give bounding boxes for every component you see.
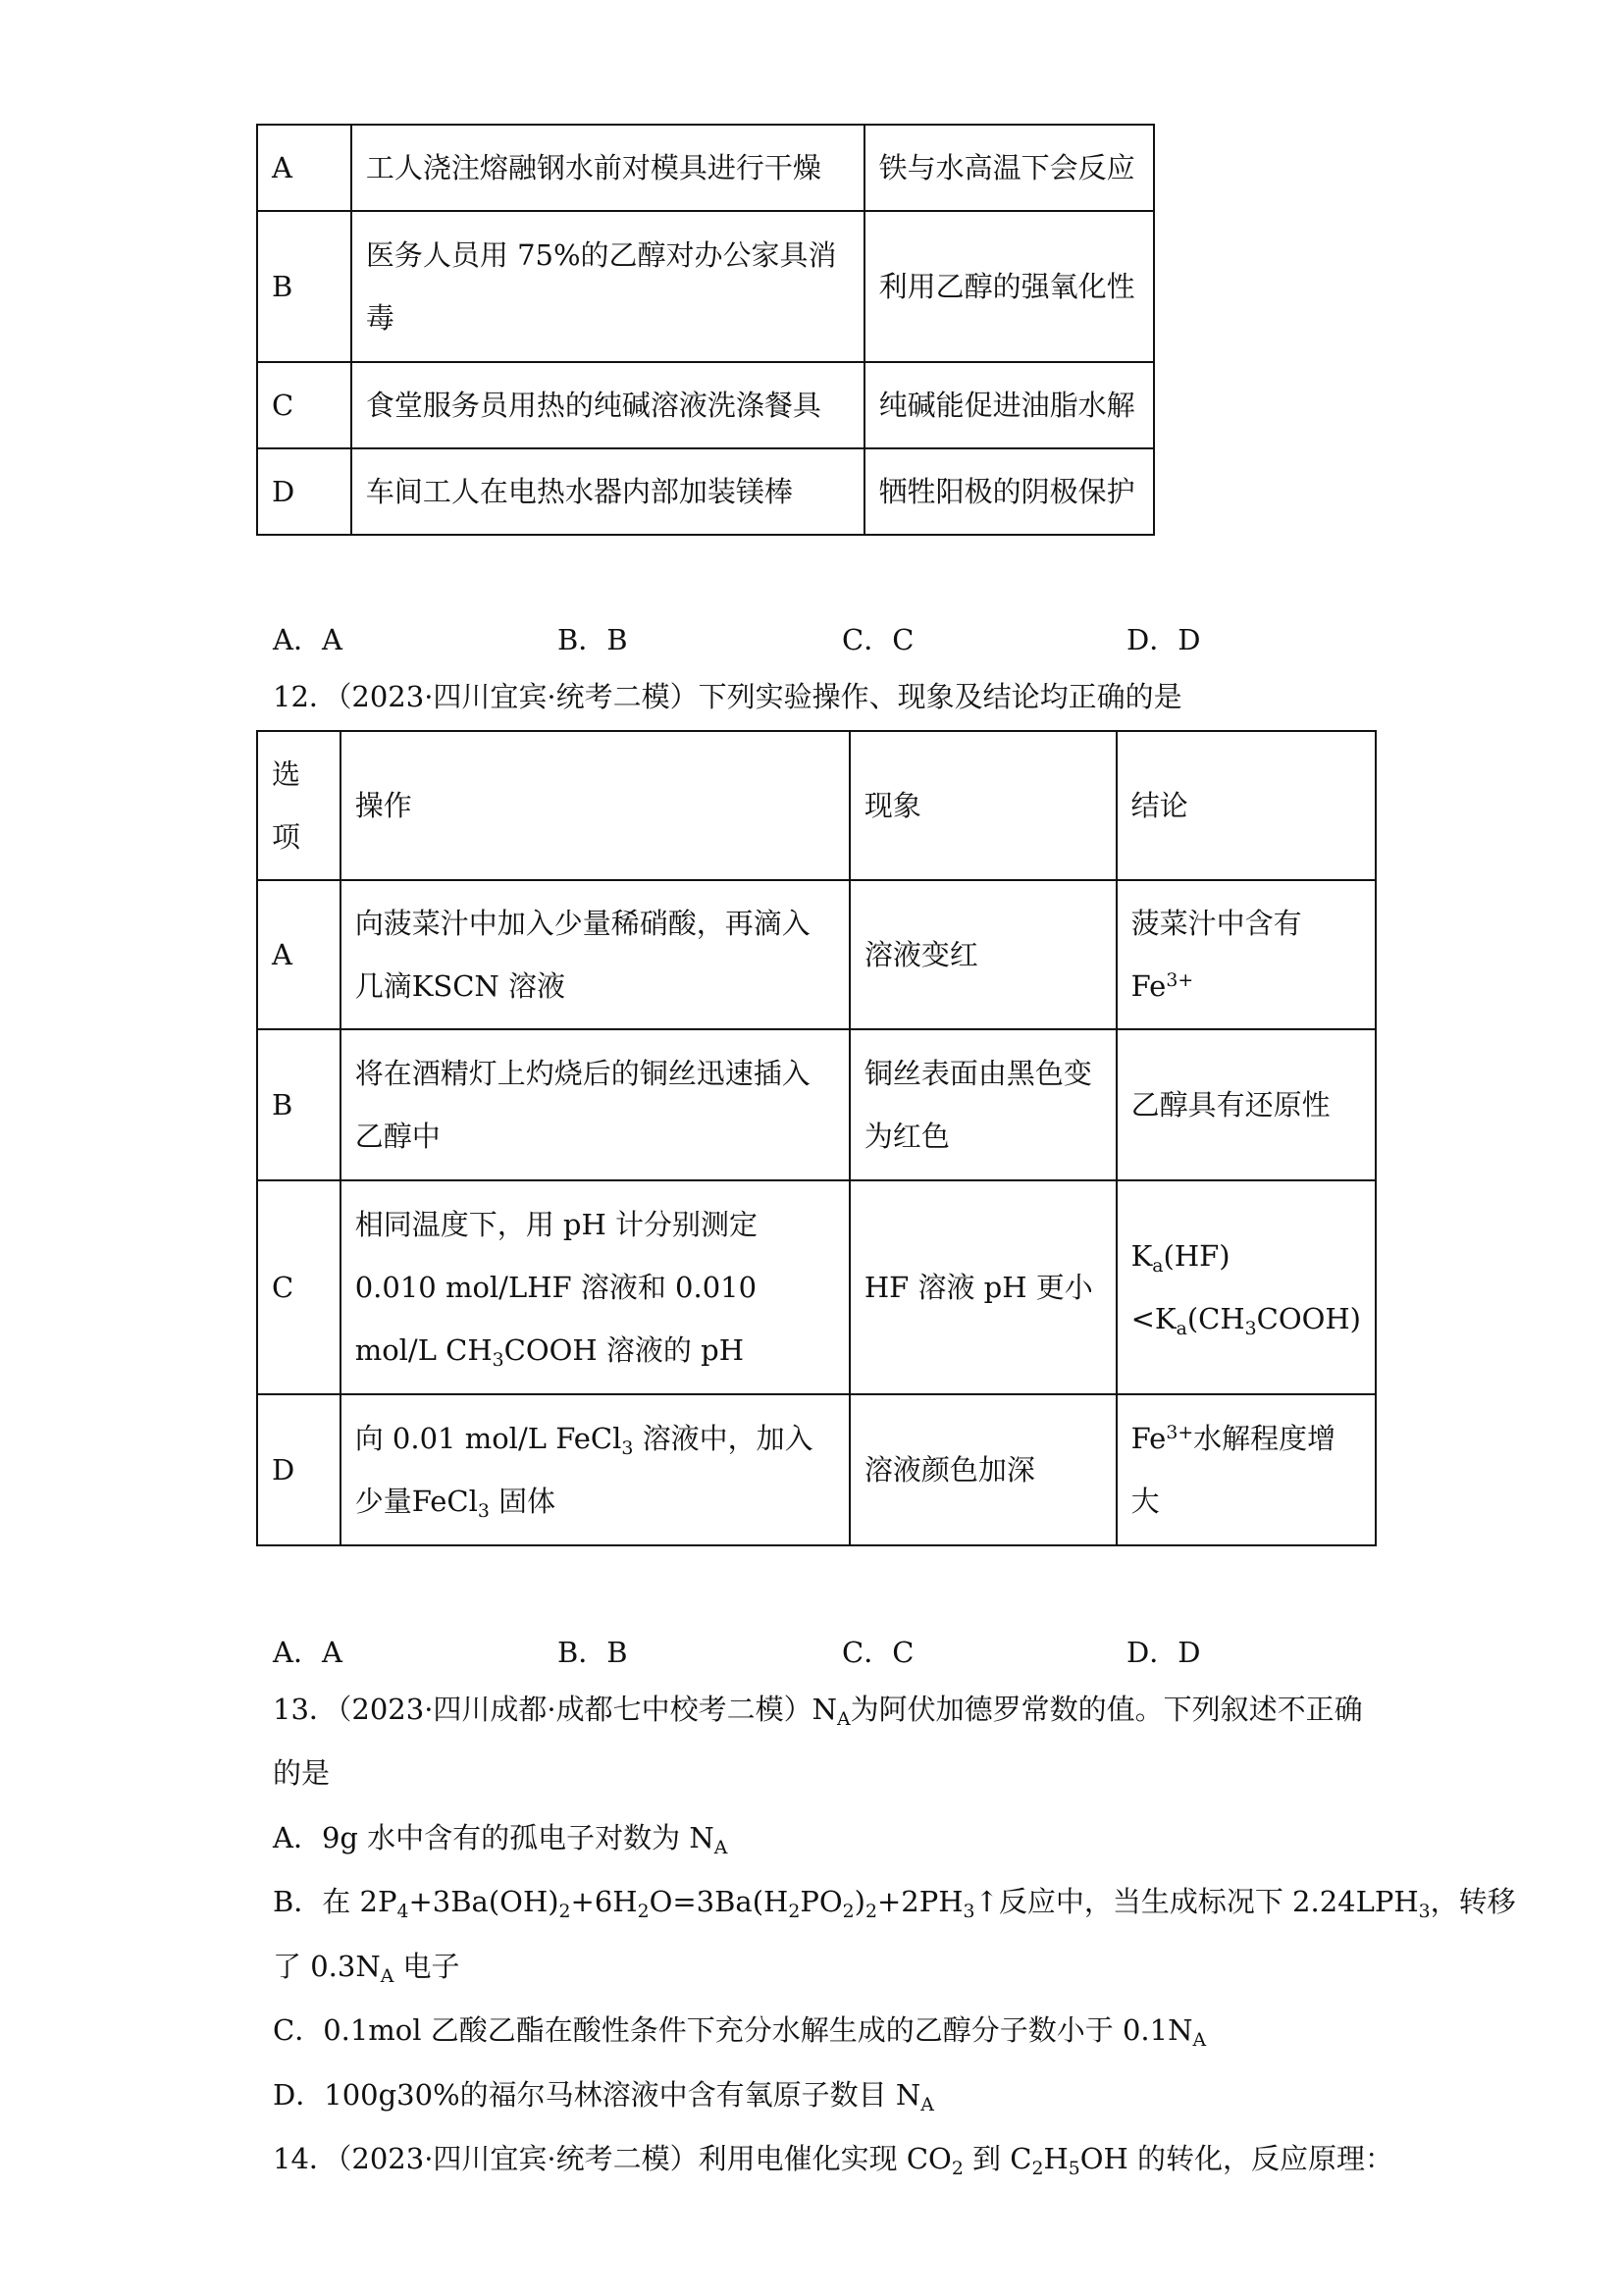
row-action: 食堂服务员用热的纯碱溶液洗涤餐具: [351, 362, 864, 448]
row-action: 医务人员用 75%的乙醇对办公家具消毒: [351, 211, 864, 362]
q11-option-b[interactable]: B．B: [557, 623, 628, 656]
row-phenomenon: 溶液颜色加深: [850, 1394, 1117, 1545]
q14-stem: 14．（2023·四川宜宾·统考二模）利用电催化实现 $CO_2$ 到 $C_2H_5OH$ 的转化，反应原理：: [273, 2142, 1394, 2179]
q11-table-row: [257, 448, 1154, 535]
row-operation: 相同温度下，用 pH 计分别测定 0.010 mol/LHF 溶液和 0.010 mol/L $CH_3COOH$ 溶液的 pH: [340, 1180, 850, 1394]
q11-table-row: [257, 211, 1154, 362]
q12-header-row: [257, 731, 1376, 880]
q11-option-d[interactable]: D．D: [1126, 623, 1201, 656]
row-phenomenon: HF 溶液 pH 更小: [850, 1180, 1117, 1394]
header-option: 选项: [257, 731, 340, 880]
q12-option-c[interactable]: C．C: [842, 1636, 915, 1669]
q12-option-a[interactable]: A．A: [273, 1636, 342, 1669]
row-label: D: [257, 448, 351, 535]
header-operation: 操作: [340, 731, 850, 880]
q12-table-row: [257, 1394, 1376, 1545]
row-label: B: [257, 1029, 340, 1180]
q11-option-c[interactable]: C．C: [842, 623, 915, 656]
row-label: B: [257, 211, 351, 362]
row-conclusion: $K_a(HF)<K_a(CH_3COOH)$: [1117, 1180, 1376, 1394]
q13-option-c[interactable]: C．0.1mol 乙酸乙酯在酸性条件下充分水解生成的乙醇分子数小于 $0.1N_A$: [273, 2013, 1207, 2051]
row-conclusion: $Fe^{3+}$水解程度增大: [1117, 1394, 1376, 1545]
q11-table-row: [257, 125, 1154, 211]
q11-table-row: [257, 362, 1154, 448]
q12-table-row: [257, 880, 1376, 1029]
row-label: D: [257, 1394, 340, 1545]
row-action: 工人浇注熔融钢水前对模具进行干燥: [351, 125, 864, 211]
row-phenomenon: 溶液变红: [850, 880, 1117, 1029]
q13-stem-line2: 的是: [273, 1756, 331, 1790]
q13-option-b-line2[interactable]: 了 $0.3N_A$ 电子: [273, 1950, 460, 1987]
row-label: C: [257, 362, 351, 448]
q13-stem-line1: 13．（2023·四川成都·成都七中校考二模）$N_A$为阿伏加德罗常数的值。下列叙述不正确: [273, 1693, 1363, 1730]
row-conclusion: 乙醇具有还原性: [1117, 1029, 1376, 1180]
row-reason: 铁与水高温下会反应: [864, 125, 1154, 211]
q12-stem: 12．（2023·四川宜宾·统考二模）下列实验操作、现象及结论均正确的是: [273, 680, 1182, 713]
q11-table: [256, 124, 1155, 536]
row-label: C: [257, 1180, 340, 1394]
q11-option-a[interactable]: A．A: [273, 623, 342, 656]
row-phenomenon: 铜丝表面由黑色变为红色: [850, 1029, 1117, 1180]
row-operation: 向菠菜汁中加入少量稀硝酸，再滴入几滴KSCN 溶液: [340, 880, 850, 1029]
header-conclusion: 结论: [1117, 731, 1376, 880]
row-action: 车间工人在电热水器内部加装镁棒: [351, 448, 864, 535]
q13-option-b-line1[interactable]: B．在 $2P_4+3Ba(OH)_2+6H_2O=3Ba(H_2PO_2)_2+2PH_3↑$反应中，当生成标况下 $2.24LPH_3$，转移: [273, 1885, 1516, 1922]
row-operation: 将在酒精灯上灼烧后的铜丝迅速插入乙醇中: [340, 1029, 850, 1180]
q12-table-row: [257, 1180, 1376, 1394]
q13-option-a[interactable]: A．9g 水中含有的孤电子对数为 $N_A$: [273, 1821, 728, 1858]
q13-option-d[interactable]: D．100g30%的福尔马林溶液中含有氧原子数目 $N_A$: [273, 2078, 934, 2115]
row-operation: 向 0.01 mol/L FeCl$_3$ 溶液中，加入少量FeCl$_3$ 固体: [340, 1394, 850, 1545]
row-reason: 纯碱能促进油脂水解: [864, 362, 1154, 448]
q12-table-row: [257, 1029, 1376, 1180]
row-reason: 牺牲阳极的阴极保护: [864, 448, 1154, 535]
q12-option-d[interactable]: D．D: [1126, 1636, 1201, 1669]
row-conclusion: 菠菜汁中含有 $Fe^{3+}$: [1117, 880, 1376, 1029]
header-phenomenon: 现象: [850, 731, 1117, 880]
q12-table: [256, 730, 1377, 1546]
row-reason: 利用乙醇的强氧化性: [864, 211, 1154, 362]
row-label: A: [257, 125, 351, 211]
q12-option-b[interactable]: B．B: [557, 1636, 628, 1669]
row-label: A: [257, 880, 340, 1029]
